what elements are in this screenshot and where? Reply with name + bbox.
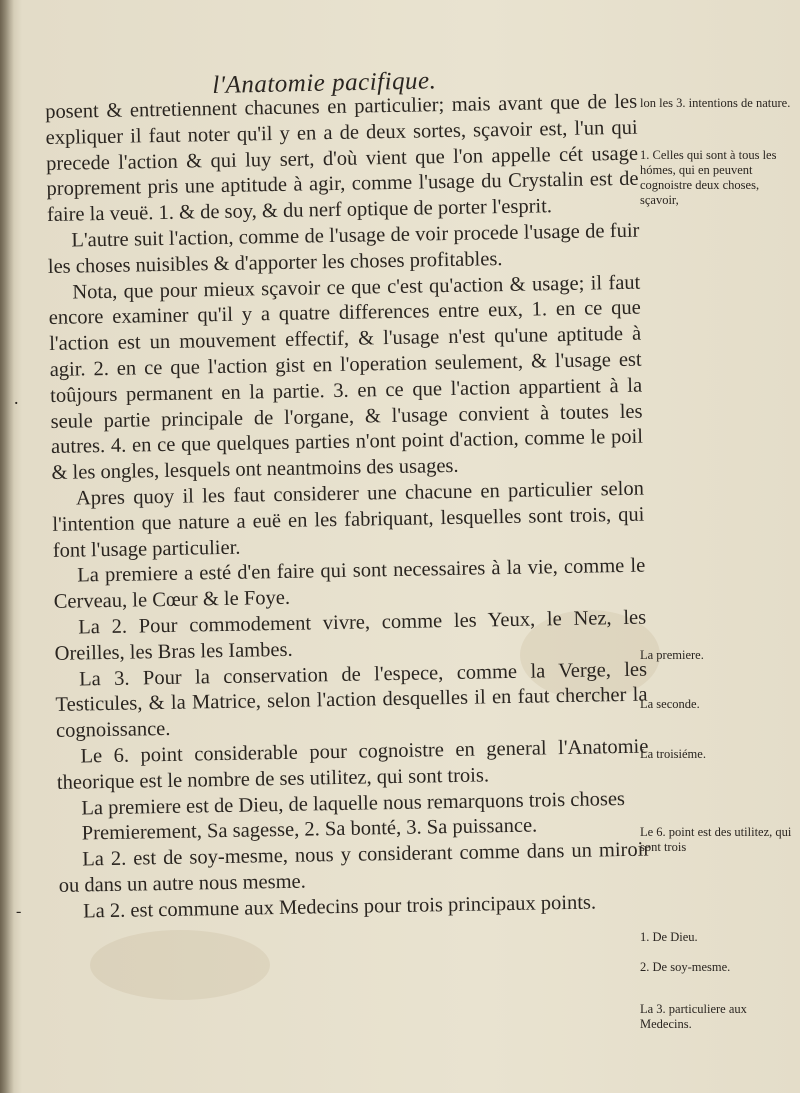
margin-note: La seconde. [640, 697, 700, 711]
paragraph: La 2. est commune aux Medecins pour trois principaux points. [82, 891, 597, 923]
paper-stain [90, 930, 270, 1000]
margin-note: lon les 3. intentions de nature. [640, 96, 791, 110]
paragraph: Le 6. point considerable pour cognoistre en general l'Anatomie theorique est le nombre de ses utilitez, qui sont trois. [56, 735, 649, 794]
paragraph: Nota, que pour mieux sçavoir ce que c'est qu'action & usage; il faut encore examiner qu'il y a quatre differences entre eux, 1. en ce que l'action est un mouvement effectif, & l'usage n'est qu'une aptitude à agir. 2. en ce que l'action gist en l'operation seulement, & l'usage est toûjours permanent en la partie. 3. en ce que l'action appartient à la seule partie principale de l'organe, & l'usage convient à toutes les autres. 4. en ce que quelques parties n'ont point d'action, comme le poil & les ongles, lesquels ont neantmoins des usages. [48, 271, 644, 485]
main-text-block [45, 90, 651, 926]
binding-gutter-shadow [0, 0, 14, 1093]
margin-note: 1. Celles qui sont à tous les hómes, qui en peuvent cognoistre deux choses, sçavoir, [640, 148, 777, 207]
paragraph: La premiere a esté d'en faire qui sont necessaires à la vie, comme le Cerveau, le Cœur & le Foye. [53, 554, 646, 614]
paragraph: La 2. Pour commodement vivre, comme les Yeux, le Nez, les Oreilles, les Bras les Iambes. [54, 606, 647, 665]
running-head: l'Anatomie pacifique. [212, 67, 437, 99]
margin-note: 1. De Dieu. [640, 930, 698, 944]
margin-note: La 3. particuliere aux Medecins. [640, 1002, 747, 1031]
margin-mark: - [16, 903, 22, 920]
margin-note: 2. De soy-mesme. [640, 960, 731, 974]
paragraph: L'autre suit l'action, comme de l'usage de voir procede l'usage de fuir les choses nuisibles & d'apporter les choses profitables. [47, 219, 640, 278]
paragraph: Premierement, Sa sagesse, 2. Sa bonté, 3. Sa puissance. [81, 814, 538, 845]
paragraph: La premiere est de Dieu, de laquelle nous remarquons trois choses [81, 787, 626, 819]
margin-notes-column [640, 0, 798, 1093]
paragraph: La 2. est de soy-mesme, nous y considerant comme dans un miroir ou dans un autre nous mesme. [58, 838, 651, 897]
margin-note: La troisiéme. [640, 747, 706, 761]
paragraph: La 3. Pour la conservation de l'espece, comme la Verge, les Testicules, & la Matrice, selon l'action desquelles il en faut chercher la cognoissance. [55, 658, 648, 743]
margin-note: La premiere. [640, 648, 704, 662]
margin-mark: . [14, 388, 19, 408]
paragraph: Apres quoy il les faut considerer une chacune en particulier selon l'intention que nature a euë en les fabriquant, lesquelles sont trois, qui font l'usage particulier. [52, 477, 645, 562]
paragraph: posent & entretiennent chacunes en particulier; mais avant que de les expliquer il faut noter qu'il y en a de deux sortes, sçavoir est, l'un qui precede l'action & qui luy sert, d'où vient que l'on appelle cét usage proprement pris une aptitude à agir, comme l'usage du Crystalin est de faire la veuë. 1. & de soy, & du nerf optique de porter l'esprit. [45, 90, 639, 227]
margin-note: Le 6. point est des utilitez, qui sont trois [640, 825, 792, 854]
